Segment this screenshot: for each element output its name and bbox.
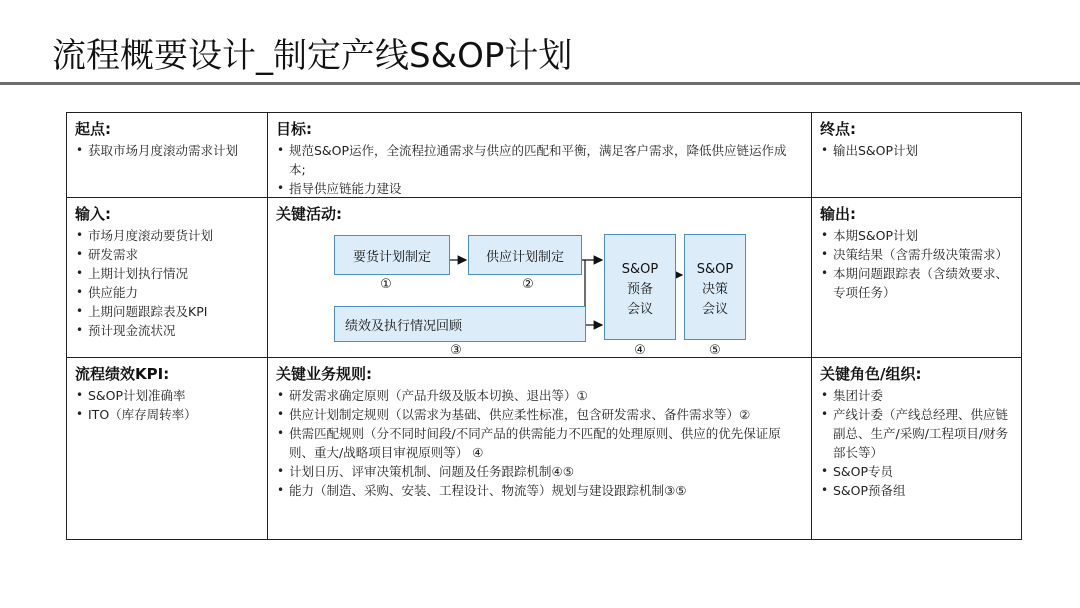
input-list — [75, 226, 259, 340]
roles-cell — [812, 358, 1022, 540]
process-design-table — [66, 112, 1022, 540]
list-item: • 能力（制造、采购、安装、工程设计、物流等）规划与建设跟踪机制③⑤ — [276, 481, 801, 500]
list-item: • 研发需求 — [75, 245, 259, 264]
box-supply-planning: 供应计划制定 — [468, 235, 582, 275]
list-item: • 指导供应链能力建设 — [276, 179, 796, 197]
start-cell — [67, 113, 267, 197]
start-list — [75, 141, 259, 160]
list-item: • 计划日历、评审决策机制、问题及任务跟踪机制④⑤ — [276, 462, 801, 481]
list-item: • 本期S&OP计划 — [820, 226, 1014, 245]
activities-cell — [268, 198, 811, 357]
list-item: • 研发需求确定原则（产品升级及版本切换、退出等）① — [276, 386, 801, 405]
page-title: 流程概要设计_制定产线S&OP计划 — [52, 36, 573, 76]
roles-list — [820, 386, 1014, 500]
input-cell — [67, 198, 267, 357]
list-item: • S&OP预备组 — [820, 481, 1014, 500]
step-number-5: ⑤ — [709, 343, 721, 357]
list-item: • 产线计委（产线总经理、供应链副总、生产/采购/工程项目/财务部长等） — [820, 405, 1014, 462]
end-cell — [812, 113, 1022, 197]
rules-cell — [268, 358, 811, 540]
list-item: • 本期问题跟踪表（含绩效要求、专项任务） — [820, 264, 1014, 302]
step-number-3: ③ — [450, 343, 462, 357]
list-item: • 集团计委 — [820, 386, 1014, 405]
goal-heading: 目标: — [276, 120, 312, 138]
end-list — [820, 141, 1014, 160]
step-number-1: ① — [380, 277, 392, 292]
list-item: • 规范S&OP运作，全流程拉通需求与供应的匹配和平衡，满足客户需求，降低供应链运作成本; — [276, 141, 796, 179]
list-item: • 输出S&OP计划 — [820, 141, 1014, 160]
list-item: • 决策结果（含需升级决策需求） — [820, 245, 1014, 264]
input-heading: 输入: — [75, 205, 111, 223]
activities-heading: 关键活动: — [276, 205, 342, 223]
list-item: • S&OP专员 — [820, 462, 1014, 481]
title-divider — [0, 82, 1080, 85]
list-item: • 预计现金流状况 — [75, 321, 259, 340]
roles-heading: 关键角色/组织: — [820, 365, 922, 383]
box-performance-review: 绩效及执行情况回顾 — [334, 306, 586, 342]
step-number-4: ④ — [634, 343, 646, 357]
box-sop-decision-meeting: S&OP 决策 会议 — [684, 234, 746, 340]
box-demand-planning: 要货计划制定 — [334, 235, 450, 275]
output-list — [820, 226, 1014, 302]
kpi-heading: 流程绩效KPI: — [75, 365, 170, 383]
list-item: • 获取市场月度滚动需求计划 — [75, 141, 259, 160]
output-cell — [812, 198, 1022, 357]
rules-heading: 关键业务规则: — [276, 365, 372, 383]
goal-list — [276, 141, 796, 197]
list-item: • 供需匹配规则（分不同时间段/不同产品的供需能力不匹配的处理原则、供应的优先保证原则、重大/战略项目审视原则等） ④ — [276, 424, 801, 462]
start-heading: 起点: — [75, 120, 111, 138]
list-item: • 供应能力 — [75, 283, 259, 302]
rules-list — [276, 386, 801, 500]
list-item: • ITO（库存周转率） — [75, 405, 259, 424]
box-sop-pre-meeting: S&OP 预备 会议 — [604, 234, 676, 340]
step-number-2: ② — [522, 277, 534, 292]
list-item: • S&OP计划准确率 — [75, 386, 259, 405]
output-heading: 输出: — [820, 205, 856, 223]
kpi-list — [75, 386, 259, 424]
kpi-cell — [67, 358, 267, 540]
list-item: • 上期计划执行情况 — [75, 264, 259, 283]
list-item: • 市场月度滚动要货计划 — [75, 226, 259, 245]
list-item: • 上期问题跟踪表及KPI — [75, 302, 259, 321]
end-heading: 终点: — [820, 120, 856, 138]
list-item: • 供应计划制定规则（以需求为基础、供应柔性标准，包含研发需求、备件需求等）② — [276, 405, 801, 424]
goal-cell — [268, 113, 811, 197]
activity-flow-diagram — [268, 198, 811, 357]
